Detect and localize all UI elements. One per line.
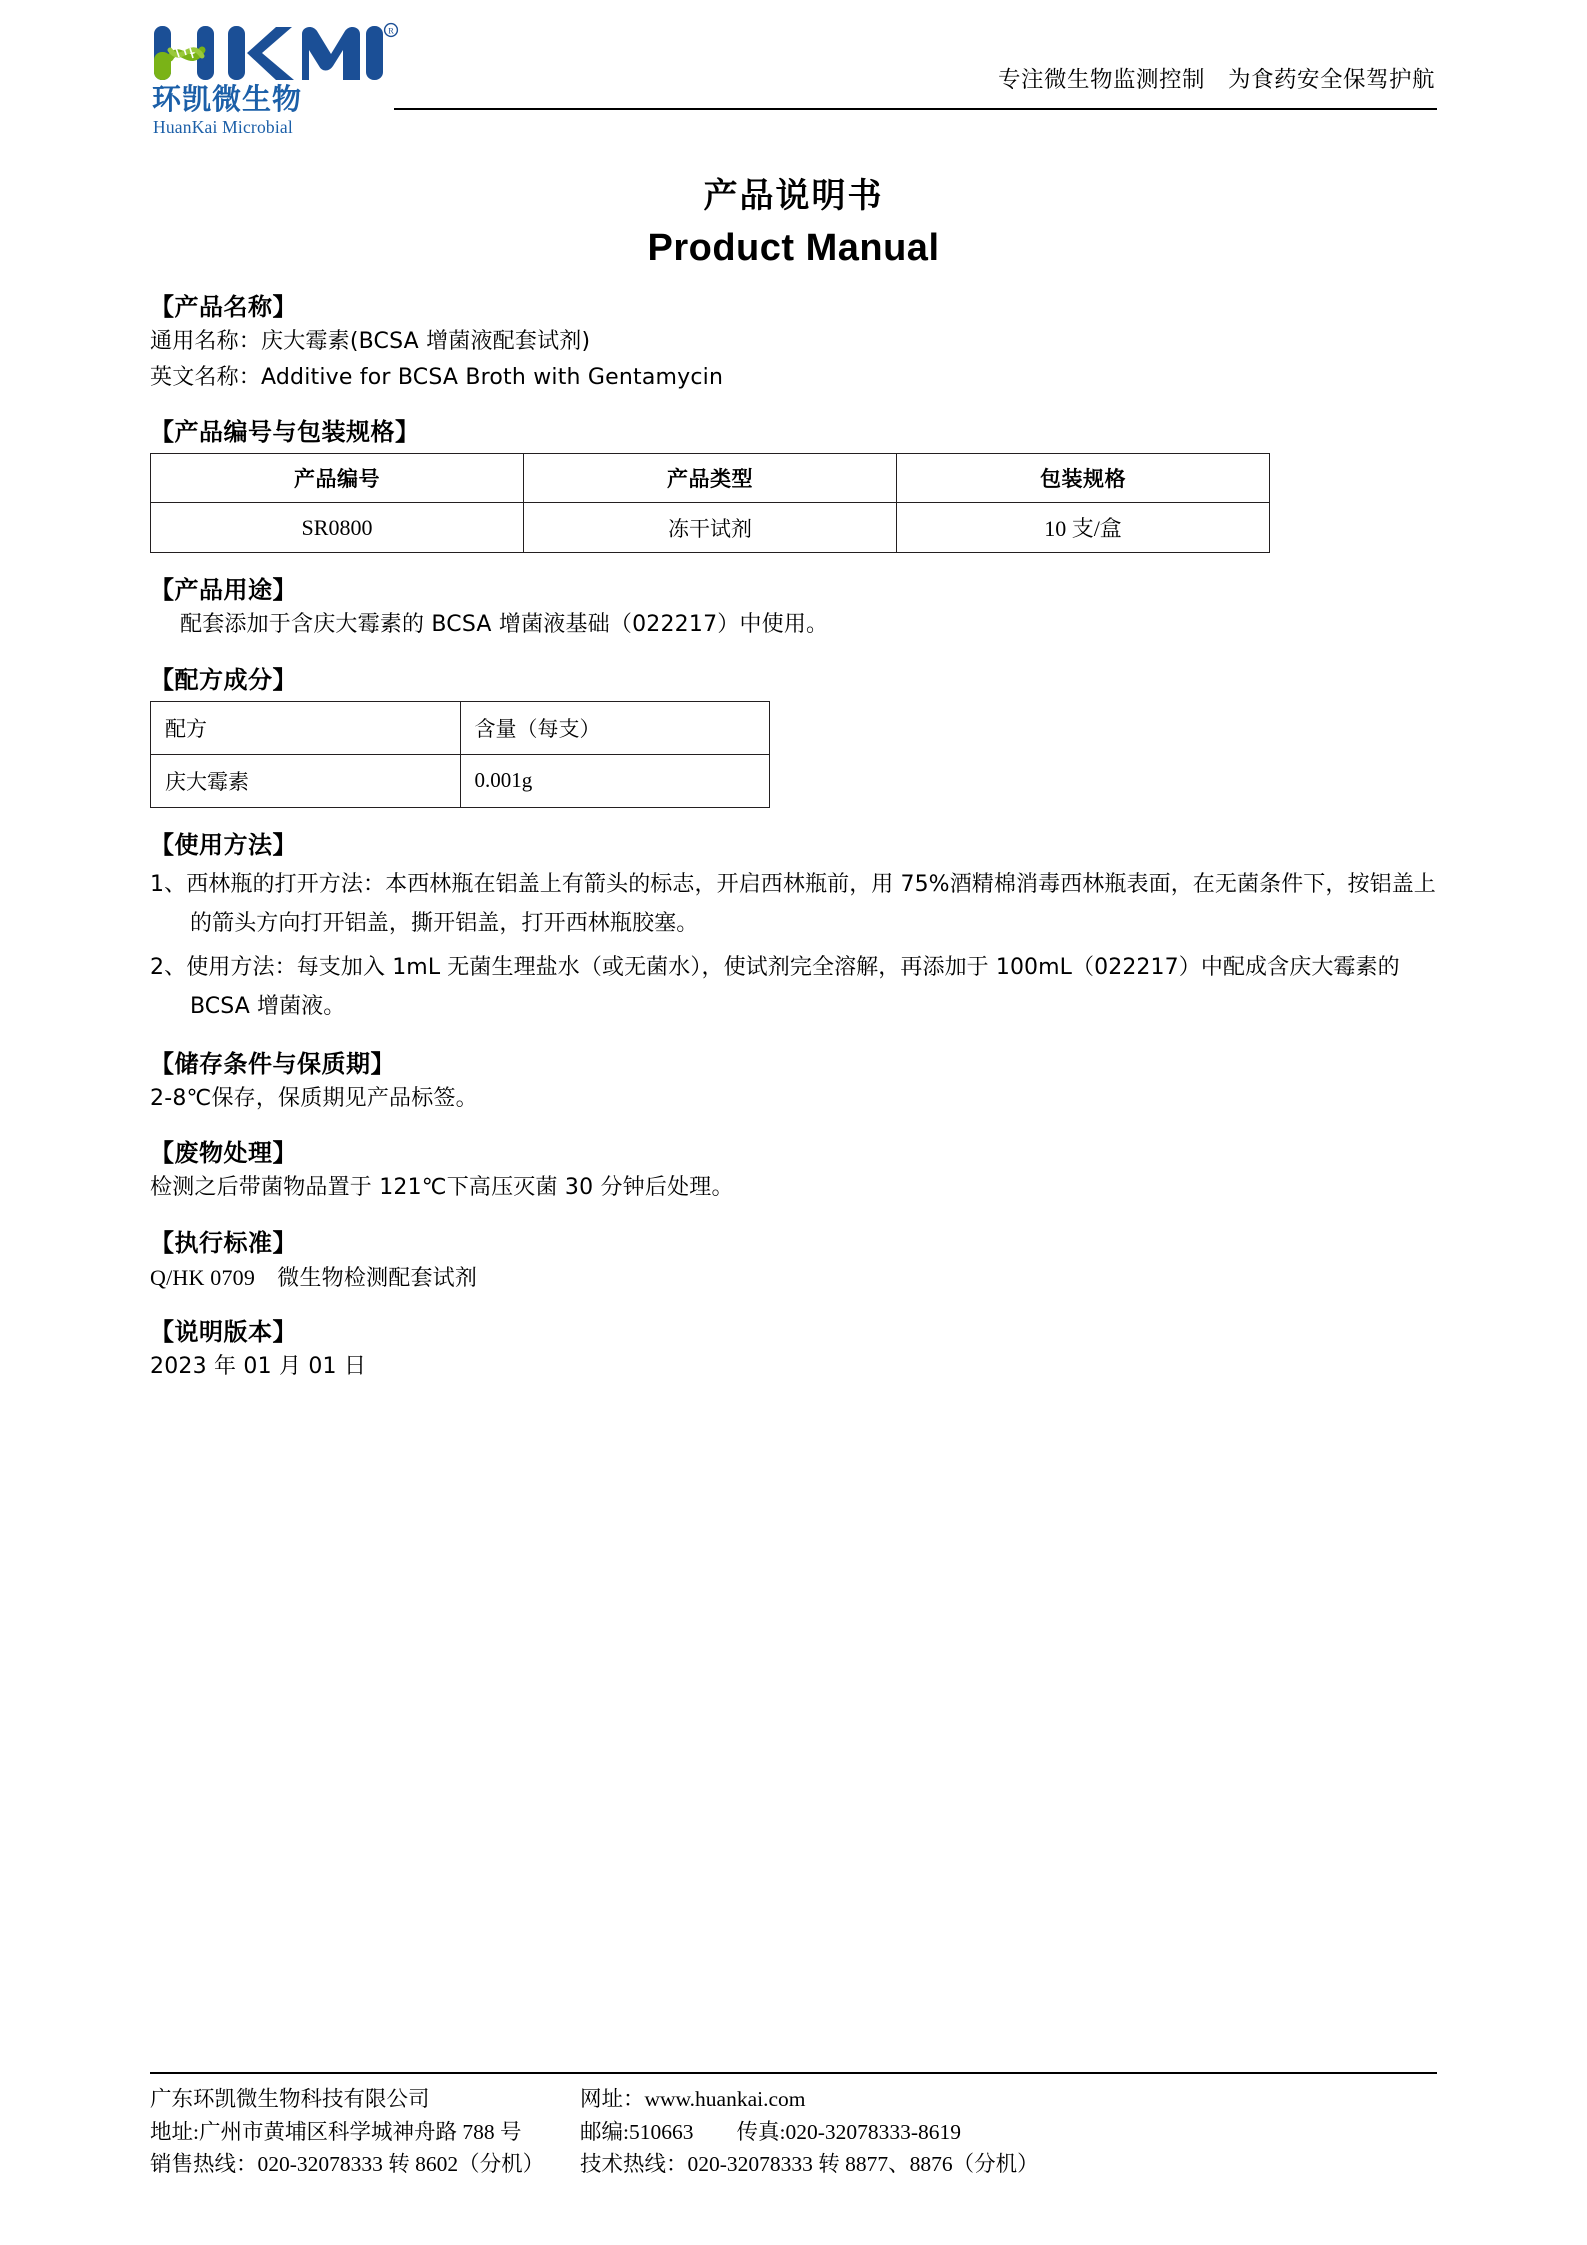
svg-text:R: R [388, 26, 394, 36]
common-name-label: 通用名称： [150, 329, 262, 354]
table-header-row [151, 701, 770, 754]
column-header-package-spec: 包装规格 [897, 454, 1270, 503]
footer-tech-hotline: 技术热线：020-32078333 转 8877、8876（分机） [580, 2152, 1039, 2177]
column-header-formula: 配方 [151, 701, 461, 754]
header-divider [394, 108, 1437, 110]
footer-website: 网址：www.huankai.com [580, 2086, 806, 2111]
logo-company-en: HuanKai Microbial [153, 117, 293, 137]
header-tagline: 专注微生物监测控制 为食药安全保驾护航 [997, 67, 1435, 93]
section-heading-storage: 【储存条件与保质期】 [150, 1049, 395, 1078]
standard-text: Q/HK 0709 微生物检测配套试剂 [150, 1264, 478, 1290]
method-item-1: 1、西林瓶的打开方法：本西林瓶在铝盖上有箭头的标志，开启西林瓶前，用 75%酒精棉消毒西林瓶表面，在无菌条件下，按铝盖上的箭头方向打开铝盖，撕开铝盖，打开西林瓶胶塞。 [150, 871, 1436, 937]
section-heading-version: 【说明版本】 [150, 1318, 297, 1347]
cell-formula-amount: 0.001g [460, 754, 770, 807]
table-header-row [151, 454, 1270, 503]
version-text: 2023 年 01 月 01 日 [150, 1354, 367, 1380]
product-spec-table [150, 453, 1270, 553]
footer-left-column [150, 2083, 580, 2181]
page-header [150, 0, 1437, 137]
waste-text: 检测之后带菌物品置于 121℃下高压灭菌 30 分钟后处理。 [150, 1175, 734, 1201]
page-title-zh: 产品说明书 [703, 176, 884, 216]
column-header-product-type: 产品类型 [524, 454, 897, 503]
table-row [151, 503, 1270, 553]
english-name-label: 英文名称： [150, 364, 262, 390]
cell-formula-name: 庆大霉素 [151, 754, 461, 807]
footer-company: 广东环凯微生物科技有限公司 [150, 2086, 430, 2111]
section-heading-formula: 【配方成分】 [150, 665, 297, 694]
section-heading-product-name: 【产品名称】 [150, 293, 297, 321]
footer-divider [150, 2072, 1437, 2074]
english-name-value: Additive for BCSA Broth with Gentamycin [261, 364, 724, 390]
cell-product-type: 冻干试剂 [524, 503, 897, 553]
section-heading-standard: 【执行标准】 [150, 1228, 297, 1257]
page-footer [150, 2072, 1437, 2181]
footer-address: 地址:广州市黄埔区科学城神舟路 788 号 [150, 2119, 522, 2144]
company-logo [150, 22, 420, 137]
common-name-row [150, 324, 1437, 360]
cell-product-code: SR0800 [151, 503, 524, 553]
footer-right-column [580, 2083, 1437, 2181]
page-title-en: Product Manual [647, 227, 940, 269]
formula-table [150, 701, 770, 808]
logo-company-cn: 环凯微生物 [152, 82, 303, 116]
footer-sales-hotline: 销售热线：020-32078333 转 8602（分机） [150, 2152, 545, 2177]
hkm-logo-icon [150, 22, 400, 84]
cell-package-spec: 10 支/盒 [897, 503, 1270, 553]
usage-purpose-text: 配套添加于含庆大霉素的 BCSA 增菌液基础（022217）中使用。 [180, 612, 829, 638]
storage-text: 2-8℃保存，保质期见产品标签。 [150, 1085, 478, 1111]
section-heading-purpose: 【产品用途】 [150, 576, 297, 605]
column-header-product-code: 产品编号 [151, 454, 524, 503]
footer-postcode-fax: 邮编:510663 传真:020-32078333-8619 [580, 2119, 962, 2144]
section-heading-spec: 【产品编号与包装规格】 [150, 418, 420, 447]
section-heading-method: 【使用方法】 [150, 830, 297, 859]
section-heading-waste: 【废物处理】 [150, 1139, 297, 1168]
english-name-row [150, 360, 1437, 396]
method-item-2: 2、使用方法：每支加入 1mL 无菌生理盐水（或无菌水），使试剂完全溶解，再添加于 100mL（022217）中配成含庆大霉素的 BCSA 增菌液。 [150, 955, 1400, 1020]
footer-columns [150, 2083, 1437, 2181]
table-row [151, 754, 770, 807]
column-header-content: 含量（每支） [460, 701, 770, 754]
common-name-value: 庆大霉素(BCSA 增菌液配套试剂) [261, 329, 591, 354]
